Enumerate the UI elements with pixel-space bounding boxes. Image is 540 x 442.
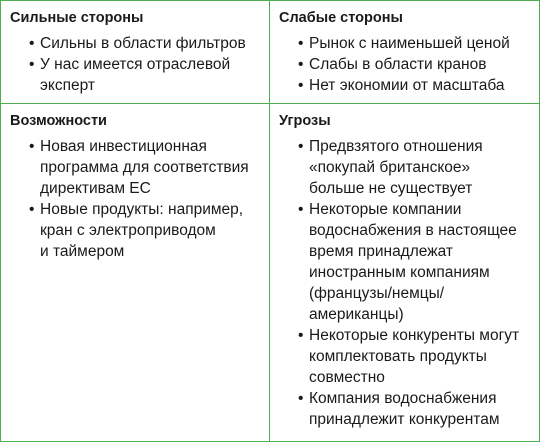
- list-item: • Предвзятого отношения «покупай британское» больше не существует: [279, 136, 533, 199]
- list-item: • Компания водоснабжения принадлежит конкурентам: [279, 388, 533, 430]
- opportunities-heading: Возможности: [10, 113, 107, 129]
- list-item: • Новые продукты: например, кран с электроприводом и таймером: [10, 199, 263, 262]
- threats-cell: [270, 104, 539, 441]
- weaknesses-heading: Слабые стороны: [279, 10, 403, 26]
- list-item: • У нас имеется отраслевой эксперт: [10, 54, 263, 96]
- list-item: • Рынок с наименьшей ценой: [279, 33, 533, 54]
- list-item: • Нет экономии от масштаба: [279, 75, 533, 96]
- strengths-heading: Сильные стороны: [10, 10, 144, 26]
- list-item: • Новая инвестиционная программа для соответствия директивам ЕС: [10, 136, 263, 199]
- weaknesses-cell: [270, 1, 539, 104]
- list-item: • Некоторые конкуренты могут комплектовать продукты совместно: [279, 325, 533, 388]
- list-item: • Некоторые компании водоснабжения в настоящее время принадлежат иностранным компаниям (французы/немцы/ американцы): [279, 199, 533, 325]
- strengths-list: [10, 33, 263, 96]
- strengths-cell: [1, 1, 270, 104]
- threats-list: [279, 136, 533, 430]
- list-item: • Слабы в области кранов: [279, 54, 533, 75]
- weaknesses-list: [279, 33, 533, 96]
- opportunities-cell: [1, 104, 270, 441]
- threats-heading: Угрозы: [279, 113, 331, 129]
- list-item: • Сильны в области фильтров: [10, 33, 263, 54]
- opportunities-list: [10, 136, 263, 262]
